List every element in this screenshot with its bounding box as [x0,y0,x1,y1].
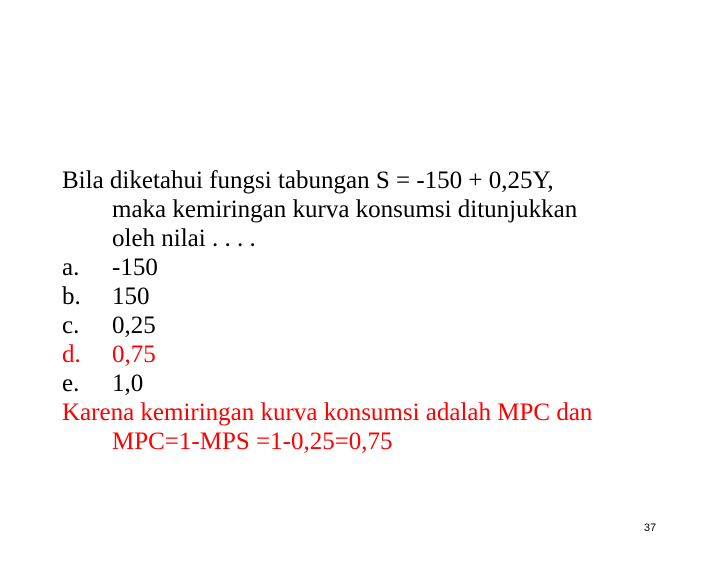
option-a-letter: a. [62,254,80,281]
question-line-3: oleh nilai . . . . [112,225,256,252]
option-c-text: 0,25 [112,312,156,339]
explanation-line-2: MPC=1-MPS =1-0,25=0,75 [112,428,393,455]
page-number: 37 [643,522,657,534]
question-line-1: Bila diketahui fungsi tabungan S = -150 + 0,25Y, [62,167,554,194]
option-c-letter: c. [62,312,80,339]
option-d-letter: d. [62,341,81,368]
explanation-line-1: Karena kemiringan kurva konsumsi adalah MPC dan [62,399,593,426]
option-e [62,369,702,398]
option-a [62,253,702,282]
slide-content [62,166,702,456]
question-line-2: maka kemiringan kurva konsumsi ditunjukkan [112,196,578,223]
option-b-text: 150 [112,283,150,310]
option-b [62,282,702,311]
option-a-text: -150 [112,254,158,281]
option-e-text: 1,0 [112,370,144,397]
option-e-letter: e. [62,370,80,397]
option-d-correct [62,340,702,369]
option-c [62,311,702,340]
option-d-text: 0,75 [112,341,156,368]
option-b-letter: b. [62,283,81,310]
